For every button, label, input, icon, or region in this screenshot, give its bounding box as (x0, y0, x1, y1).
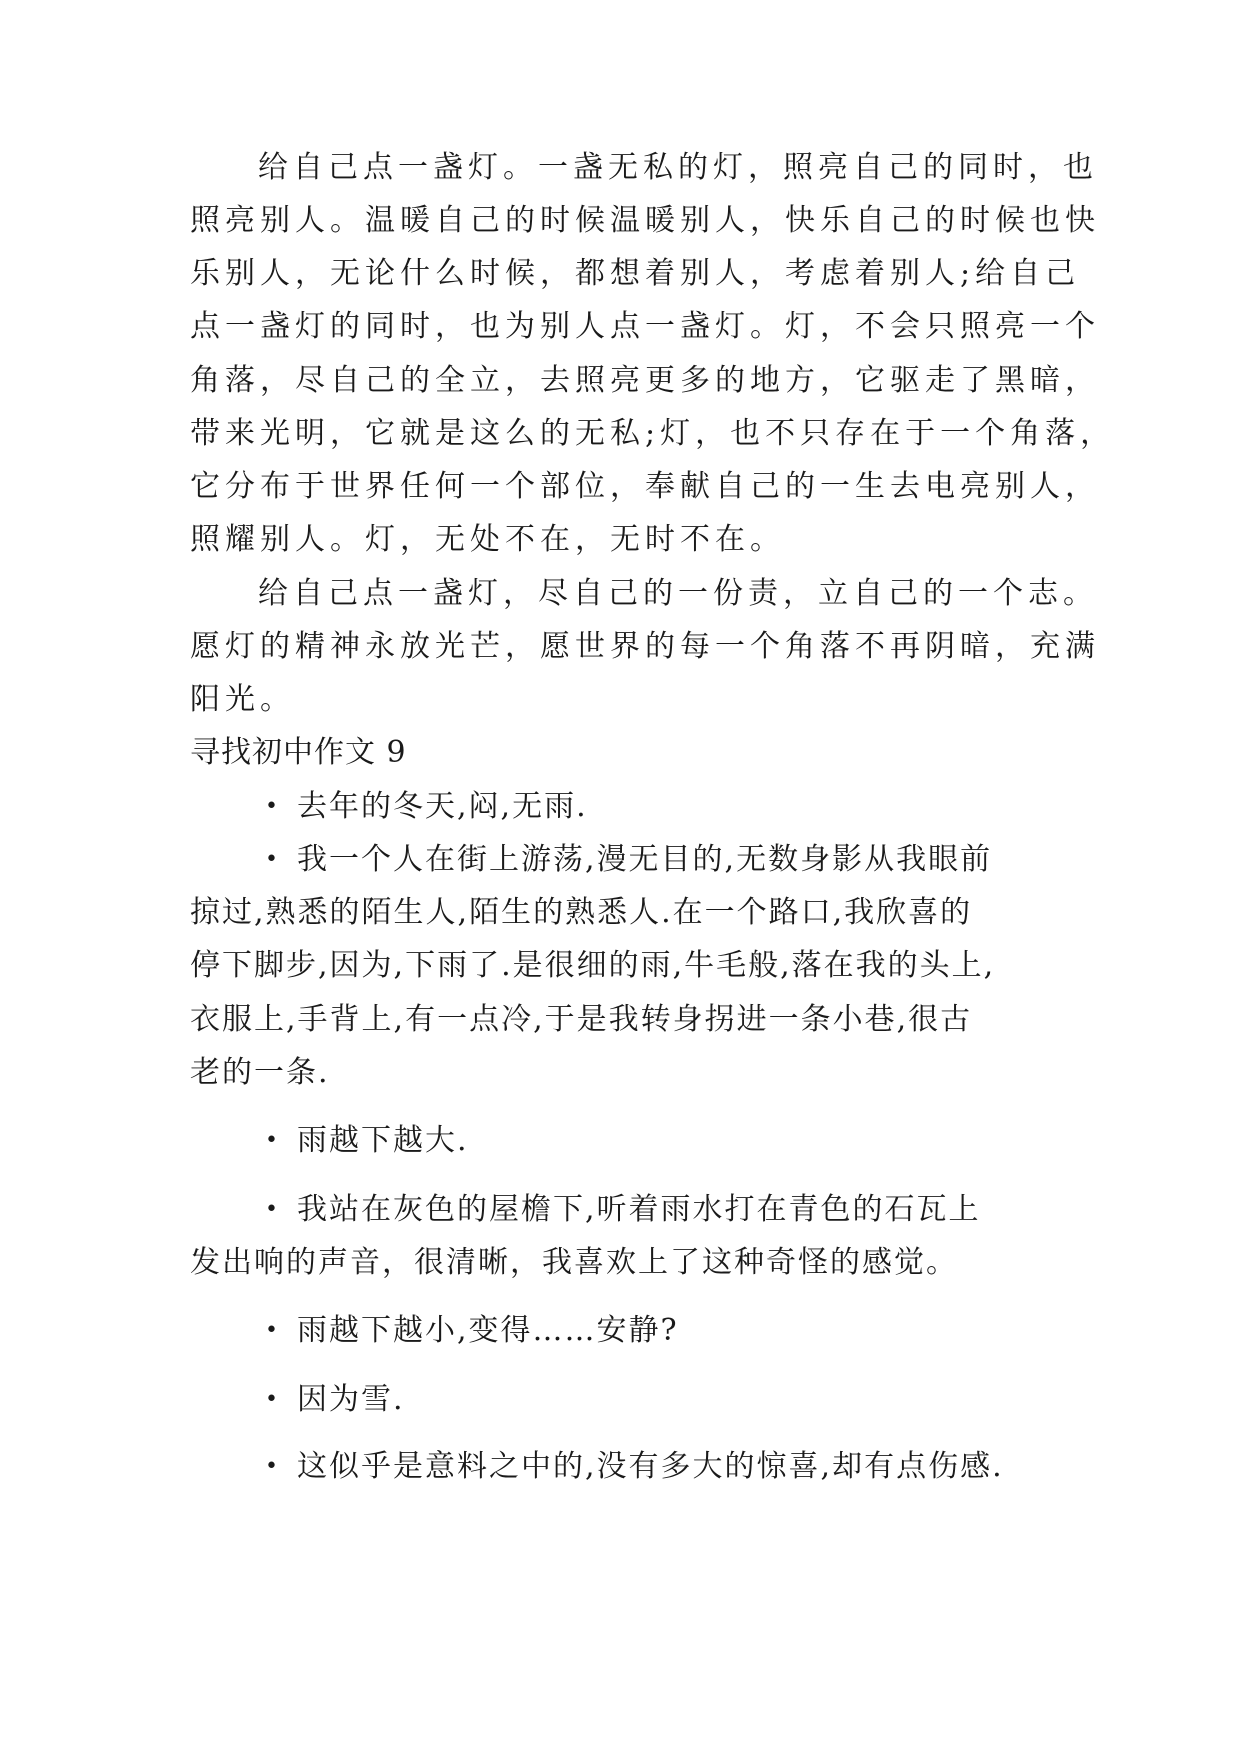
bullet-icon: • (265, 1387, 280, 1412)
bullet-text: 这似乎是意料之中的,没有多大的惊喜,却有点伤感. (297, 1449, 1004, 1484)
bullet-text: 我一个人在街上游荡,漫无目的,无数身影从我眼前 (297, 842, 993, 877)
bullet-icon: • (265, 1454, 280, 1479)
bullet-line (265, 1311, 679, 1351)
paragraph-line: 阳光。 (190, 682, 295, 717)
bullet-line (265, 840, 992, 880)
bullet-continuation: 老的一条. (190, 1055, 330, 1090)
bullet-continuation: 衣服上,手背上,有一点冷,于是我转身拐进一条小巷,很古 (190, 1002, 973, 1037)
paragraph-line: 愿灯的精神永放光芒，愿世界的每一个角落不再阴暗，充满 (190, 629, 1100, 664)
paragraph-line: 照耀别人。灯，无处不在，无时不在。 (190, 522, 785, 557)
bullet-line (265, 1190, 981, 1230)
paragraph-line: 给自己点一盏灯，尽自己的一份责，立自己的一个志。 (258, 576, 1098, 611)
bullet-continuation: 掠过,熟悉的陌生人,陌生的熟悉人.在一个路口,我欣喜的 (190, 895, 973, 930)
bullet-line (265, 787, 588, 827)
bullet-text: 雨越下越小,变得……安静? (297, 1313, 679, 1348)
paragraph-line: 给自己点一盏灯。一盏无私的灯，照亮自己的同时，也 (258, 150, 1098, 185)
paragraph-line: 照亮别人。温暖自己的时候温暖别人，快乐自己的时候也快 (190, 203, 1100, 238)
paragraph-line: 角落，尽自己的全立，去照亮更多的地方，它驱走了黑暗， (190, 363, 1100, 398)
bullet-line (265, 1447, 1004, 1487)
bullet-icon: • (265, 847, 280, 872)
bullet-text: 因为雪. (297, 1382, 405, 1417)
paragraph-line: 它分布于世界任何一个部位，奉献自己的一生去电亮别人， (190, 469, 1100, 504)
bullet-continuation: 发出响的声音，很清晰，我喜欢上了这种奇怪的感觉。 (190, 1245, 958, 1280)
bullet-icon: • (265, 1318, 280, 1343)
paragraph-line: 点一盏灯的同时，也为别人点一盏灯。灯，不会只照亮一个 (190, 309, 1100, 344)
bullet-text: 去年的冬天,闷,无雨. (297, 789, 588, 824)
bullet-text: 我站在灰色的屋檐下,听着雨水打在青色的石瓦上 (297, 1192, 981, 1227)
paragraph-line: 乐别人，无论什么时候，都想着别人，考虑着别人;给自己 (190, 256, 1081, 291)
bullet-text: 雨越下越大. (297, 1123, 469, 1158)
bullet-line (265, 1121, 469, 1161)
bullet-icon: • (265, 1197, 280, 1222)
section-title: 寻找初中作文 9 (190, 735, 407, 770)
bullet-icon: • (265, 794, 280, 819)
bullet-icon: • (265, 1128, 280, 1153)
bullet-continuation: 停下脚步,因为,下雨了.是很细的雨,牛毛般,落在我的头上, (190, 948, 996, 983)
bullet-line (265, 1380, 405, 1420)
paragraph-line: 带来光明，它就是这么的无私;灯，也不只存在于一个角落， (190, 416, 1116, 451)
